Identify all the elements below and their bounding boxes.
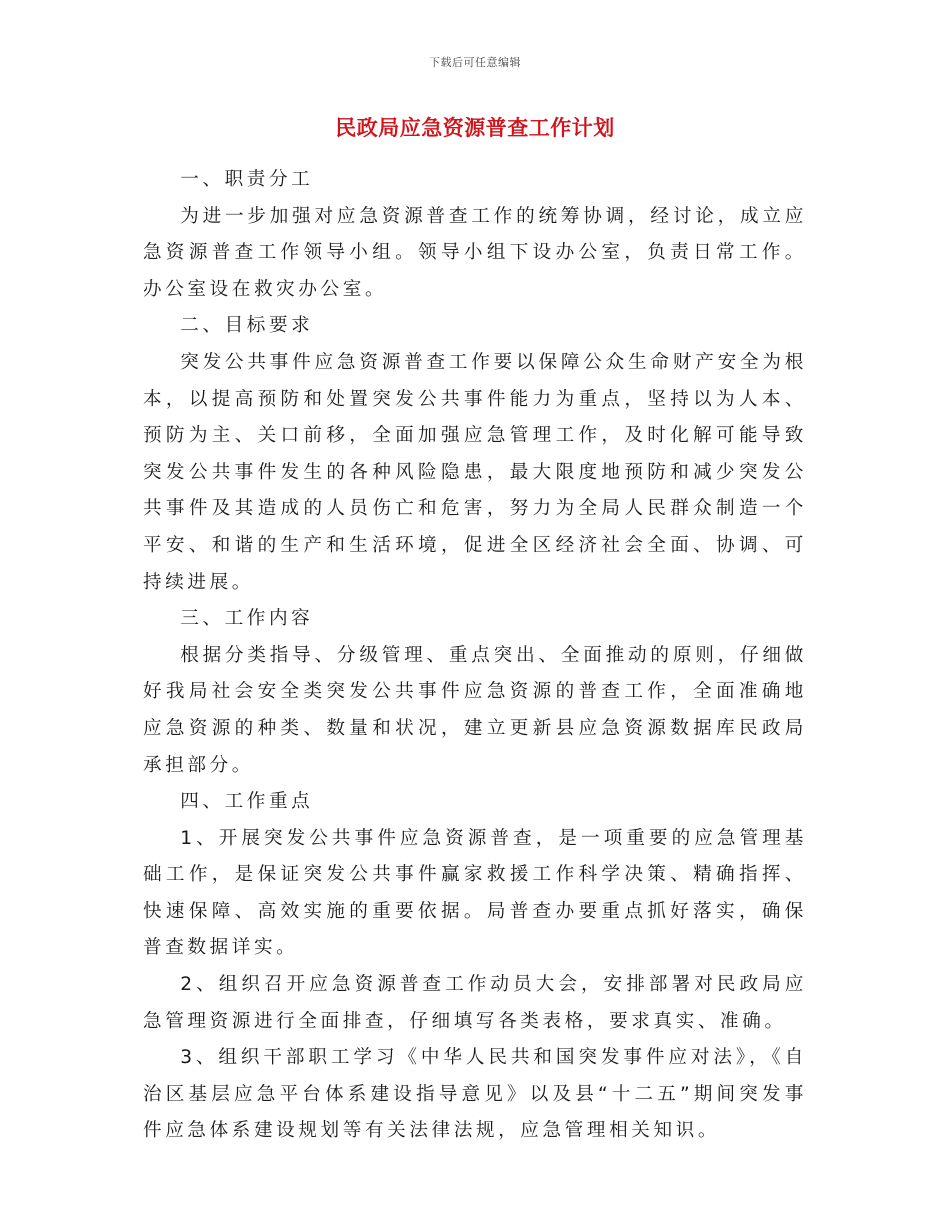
section-heading-duties: 一、职责分工 (180, 169, 314, 190)
paragraph-priority-3: 3、组织干部职工学习《中华人民共和国突发事件应对法》，《自治区基层应急平台体系建设指导意见》以及县“十二五”期间突发事件应急体系建设规划等有关法律法规，应急管理相关知识。 (143, 1047, 807, 1142)
paragraph-priority-2: 2、组织召开应急资源普查工作动员大会，安排部署对民政局应急管理资源进行全面排查，仔细填写各类表格，要求真实、准确。 (143, 974, 807, 1032)
document-title: 民政局应急资源普查工作计划 (335, 116, 615, 140)
document-body (143, 162, 807, 1150)
header-note: 下载后可任意编辑 (429, 56, 521, 69)
paragraph-content: 根据分类指导、分级管理、重点突出、全面推动的原则，仔细做好我局社会安全类突发公共事件应急资源的普查工作，全面准确地应急资源的种类、数量和状况，建立更新县应急资源数据库民政局承担部分。 (143, 644, 807, 776)
section-heading-goals: 二、目标要求 (180, 315, 314, 337)
section-heading-priorities: 四、工作重点 (180, 791, 314, 813)
paragraph-priority-1: 1、开展突发公共事件应急资源普查，是一项重要的应急管理基础工作，是保证突发公共事件赢家救援工作科学决策、精确指挥、快速保障、高效实施的重要依据。局普查办要重点抓好落实，确保普查数据详实。 (143, 827, 807, 959)
paragraph-goals: 突发公共事件应急资源普查工作要以保障公众生命财产安全为根本，以提高预防和处置突发公共事件能力为重点，坚持以为人本、预防为主、关口前移，全面加强应急管理工作，及时化解可能导致突发公共事件发生的各种风险隐患，最大限度地预防和减少突发公共事件及其造成的人员伤亡和危害，努力为全局人民群众制造一个平安、和谐的生产和生活环境，促进全区经济社会全面、协调、可持续进展。 (143, 351, 807, 593)
paragraph-duties: 为进一步加强对应急资源普查工作的统筹协调，经讨论，成立应急资源普查工作领导小组。领导小组下设办公室，负责日常工作。办公室设在救灾办公室。 (143, 205, 807, 300)
section-heading-content: 三、工作内容 (180, 608, 314, 630)
